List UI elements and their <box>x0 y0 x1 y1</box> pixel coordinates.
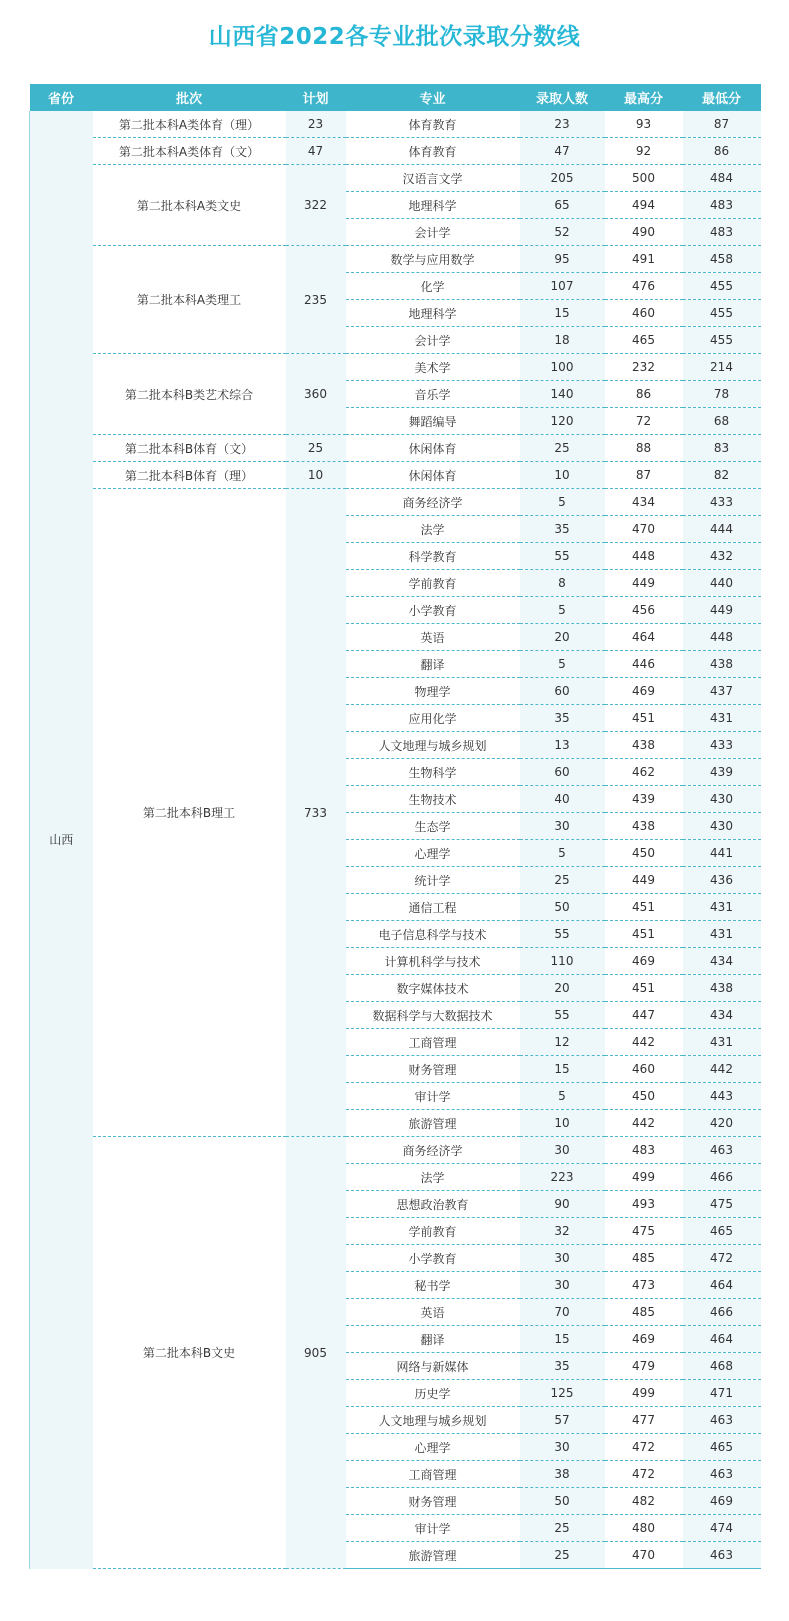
admitted-count-cell: 120 <box>520 408 605 435</box>
lowest-score-cell: 443 <box>683 1083 761 1110</box>
lowest-score-cell: 68 <box>683 408 761 435</box>
admitted-count-cell: 38 <box>520 1461 605 1488</box>
admitted-count-cell: 90 <box>520 1191 605 1218</box>
lowest-score-cell: 431 <box>683 894 761 921</box>
highest-score-cell: 469 <box>605 678 683 705</box>
admitted-count-cell: 25 <box>520 1515 605 1542</box>
major-cell: 小学教育 <box>346 597 520 624</box>
admitted-count-cell: 5 <box>520 1083 605 1110</box>
admitted-count-cell: 40 <box>520 786 605 813</box>
major-cell: 工商管理 <box>346 1461 520 1488</box>
highest-score-cell: 442 <box>605 1029 683 1056</box>
major-cell: 翻译 <box>346 1326 520 1353</box>
major-cell: 生物科学 <box>346 759 520 786</box>
admitted-count-cell: 70 <box>520 1299 605 1326</box>
major-cell: 地理科学 <box>346 300 520 327</box>
lowest-score-cell: 472 <box>683 1245 761 1272</box>
major-cell: 会计学 <box>346 219 520 246</box>
major-cell: 汉语言文学 <box>346 165 520 192</box>
lowest-score-cell: 464 <box>683 1272 761 1299</box>
major-cell: 人文地理与城乡规划 <box>346 732 520 759</box>
major-cell: 网络与新媒体 <box>346 1353 520 1380</box>
batch-cell: 第二批本科A类体育（文） <box>93 138 286 165</box>
table-row <box>30 489 761 516</box>
major-cell: 小学教育 <box>346 1245 520 1272</box>
table-row <box>30 1137 761 1164</box>
admitted-count-cell: 47 <box>520 138 605 165</box>
admitted-count-cell: 20 <box>520 624 605 651</box>
highest-score-cell: 86 <box>605 381 683 408</box>
highest-score-cell: 465 <box>605 327 683 354</box>
admitted-count-cell: 35 <box>520 705 605 732</box>
lowest-score-cell: 214 <box>683 354 761 381</box>
lowest-score-cell: 83 <box>683 435 761 462</box>
admitted-count-cell: 50 <box>520 1488 605 1515</box>
highest-score-cell: 494 <box>605 192 683 219</box>
major-cell: 统计学 <box>346 867 520 894</box>
major-cell: 应用化学 <box>346 705 520 732</box>
admitted-count-cell: 8 <box>520 570 605 597</box>
admitted-count-cell: 30 <box>520 1137 605 1164</box>
highest-score-cell: 451 <box>605 894 683 921</box>
highest-score-cell: 460 <box>605 300 683 327</box>
table-row <box>30 111 761 138</box>
highest-score-cell: 451 <box>605 921 683 948</box>
major-cell: 休闲体育 <box>346 462 520 489</box>
lowest-score-cell: 78 <box>683 381 761 408</box>
admitted-count-cell: 10 <box>520 462 605 489</box>
admitted-count-cell: 223 <box>520 1164 605 1191</box>
highest-score-cell: 446 <box>605 651 683 678</box>
lowest-score-cell: 449 <box>683 597 761 624</box>
highest-score-cell: 439 <box>605 786 683 813</box>
admitted-count-cell: 50 <box>520 894 605 921</box>
admitted-count-cell: 5 <box>520 840 605 867</box>
lowest-score-cell: 432 <box>683 543 761 570</box>
highest-score-cell: 232 <box>605 354 683 381</box>
lowest-score-cell: 465 <box>683 1218 761 1245</box>
major-cell: 舞蹈编导 <box>346 408 520 435</box>
plan-cell: 235 <box>286 246 346 354</box>
admitted-count-cell: 18 <box>520 327 605 354</box>
major-cell: 心理学 <box>346 840 520 867</box>
admitted-count-cell: 95 <box>520 246 605 273</box>
lowest-score-cell: 466 <box>683 1299 761 1326</box>
plan-cell: 322 <box>286 165 346 246</box>
major-cell: 思想政治教育 <box>346 1191 520 1218</box>
major-cell: 财务管理 <box>346 1488 520 1515</box>
admitted-count-cell: 30 <box>520 1272 605 1299</box>
major-cell: 工商管理 <box>346 1029 520 1056</box>
lowest-score-cell: 436 <box>683 867 761 894</box>
major-cell: 生态学 <box>346 813 520 840</box>
table-body <box>30 111 761 1569</box>
batch-cell: 第二批本科B体育（理） <box>93 462 286 489</box>
table-row <box>30 165 761 192</box>
major-cell: 法学 <box>346 516 520 543</box>
lowest-score-cell: 438 <box>683 651 761 678</box>
highest-score-cell: 500 <box>605 165 683 192</box>
lowest-score-cell: 441 <box>683 840 761 867</box>
lowest-score-cell: 455 <box>683 300 761 327</box>
admitted-count-cell: 23 <box>520 111 605 138</box>
lowest-score-cell: 438 <box>683 975 761 1002</box>
plan-cell: 360 <box>286 354 346 435</box>
admitted-count-cell: 5 <box>520 489 605 516</box>
major-cell: 秘书学 <box>346 1272 520 1299</box>
lowest-score-cell: 442 <box>683 1056 761 1083</box>
admitted-count-cell: 107 <box>520 273 605 300</box>
highest-score-cell: 491 <box>605 246 683 273</box>
admitted-count-cell: 205 <box>520 165 605 192</box>
lowest-score-cell: 434 <box>683 1002 761 1029</box>
table-row <box>30 462 761 489</box>
admitted-count-cell: 30 <box>520 1434 605 1461</box>
highest-score-cell: 451 <box>605 975 683 1002</box>
header-major: 专业 <box>346 84 520 111</box>
lowest-score-cell: 464 <box>683 1326 761 1353</box>
page-title: 山西省2022各专业批次录取分数线 <box>208 24 581 50</box>
highest-score-cell: 476 <box>605 273 683 300</box>
highest-score-cell: 434 <box>605 489 683 516</box>
table-row <box>30 246 761 273</box>
admitted-count-cell: 5 <box>520 651 605 678</box>
highest-score-cell: 464 <box>605 624 683 651</box>
lowest-score-cell: 87 <box>683 111 761 138</box>
admitted-count-cell: 55 <box>520 1002 605 1029</box>
highest-score-cell: 469 <box>605 948 683 975</box>
highest-score-cell: 469 <box>605 1326 683 1353</box>
major-cell: 科学教育 <box>346 543 520 570</box>
admitted-count-cell: 5 <box>520 597 605 624</box>
admitted-count-cell: 140 <box>520 381 605 408</box>
highest-score-cell: 451 <box>605 705 683 732</box>
highest-score-cell: 490 <box>605 219 683 246</box>
header-plan: 计划 <box>286 84 346 111</box>
lowest-score-cell: 437 <box>683 678 761 705</box>
major-cell: 财务管理 <box>346 1056 520 1083</box>
major-cell: 计算机科学与技术 <box>346 948 520 975</box>
admitted-count-cell: 125 <box>520 1380 605 1407</box>
admitted-count-cell: 15 <box>520 300 605 327</box>
highest-score-cell: 448 <box>605 543 683 570</box>
lowest-score-cell: 431 <box>683 921 761 948</box>
admitted-count-cell: 30 <box>520 1245 605 1272</box>
lowest-score-cell: 439 <box>683 759 761 786</box>
highest-score-cell: 88 <box>605 435 683 462</box>
lowest-score-cell: 434 <box>683 948 761 975</box>
admitted-count-cell: 30 <box>520 813 605 840</box>
major-cell: 旅游管理 <box>346 1110 520 1137</box>
admitted-count-cell: 15 <box>520 1056 605 1083</box>
highest-score-cell: 499 <box>605 1164 683 1191</box>
batch-cell: 第二批本科A类理工 <box>93 246 286 354</box>
highest-score-cell: 438 <box>605 813 683 840</box>
admitted-count-cell: 65 <box>520 192 605 219</box>
highest-score-cell: 442 <box>605 1110 683 1137</box>
lowest-score-cell: 455 <box>683 273 761 300</box>
admitted-count-cell: 20 <box>520 975 605 1002</box>
major-cell: 审计学 <box>346 1515 520 1542</box>
highest-score-cell: 72 <box>605 408 683 435</box>
admitted-count-cell: 55 <box>520 543 605 570</box>
admitted-count-cell: 25 <box>520 867 605 894</box>
lowest-score-cell: 463 <box>683 1461 761 1488</box>
province-cell: 山西 <box>30 111 93 1569</box>
highest-score-cell: 499 <box>605 1380 683 1407</box>
lowest-score-cell: 468 <box>683 1353 761 1380</box>
major-cell: 电子信息科学与技术 <box>346 921 520 948</box>
header-lowest-score: 最低分 <box>683 84 761 111</box>
highest-score-cell: 470 <box>605 516 683 543</box>
header-admitted-count: 录取人数 <box>520 84 605 111</box>
admitted-count-cell: 60 <box>520 759 605 786</box>
lowest-score-cell: 458 <box>683 246 761 273</box>
admitted-count-cell: 10 <box>520 1110 605 1137</box>
admitted-count-cell: 35 <box>520 1353 605 1380</box>
highest-score-cell: 479 <box>605 1353 683 1380</box>
lowest-score-cell: 471 <box>683 1380 761 1407</box>
highest-score-cell: 92 <box>605 138 683 165</box>
batch-cell: 第二批本科B文史 <box>93 1137 286 1569</box>
lowest-score-cell: 431 <box>683 1029 761 1056</box>
admitted-count-cell: 57 <box>520 1407 605 1434</box>
lowest-score-cell: 420 <box>683 1110 761 1137</box>
plan-cell: 47 <box>286 138 346 165</box>
major-cell: 英语 <box>346 1299 520 1326</box>
major-cell: 化学 <box>346 273 520 300</box>
highest-score-cell: 472 <box>605 1461 683 1488</box>
highest-score-cell: 482 <box>605 1488 683 1515</box>
major-cell: 会计学 <box>346 327 520 354</box>
lowest-score-cell: 483 <box>683 219 761 246</box>
highest-score-cell: 473 <box>605 1272 683 1299</box>
lowest-score-cell: 475 <box>683 1191 761 1218</box>
plan-cell: 25 <box>286 435 346 462</box>
header-row <box>30 84 761 111</box>
lowest-score-cell: 463 <box>683 1542 761 1569</box>
plan-cell: 733 <box>286 489 346 1137</box>
highest-score-cell: 450 <box>605 1083 683 1110</box>
admitted-count-cell: 60 <box>520 678 605 705</box>
batch-cell: 第二批本科B理工 <box>93 489 286 1137</box>
highest-score-cell: 480 <box>605 1515 683 1542</box>
highest-score-cell: 449 <box>605 867 683 894</box>
highest-score-cell: 483 <box>605 1137 683 1164</box>
lowest-score-cell: 430 <box>683 813 761 840</box>
highest-score-cell: 477 <box>605 1407 683 1434</box>
lowest-score-cell: 444 <box>683 516 761 543</box>
lowest-score-cell: 466 <box>683 1164 761 1191</box>
major-cell: 心理学 <box>346 1434 520 1461</box>
major-cell: 物理学 <box>346 678 520 705</box>
major-cell: 通信工程 <box>346 894 520 921</box>
major-cell: 学前教育 <box>346 1218 520 1245</box>
major-cell: 美术学 <box>346 354 520 381</box>
highest-score-cell: 449 <box>605 570 683 597</box>
lowest-score-cell: 433 <box>683 732 761 759</box>
highest-score-cell: 450 <box>605 840 683 867</box>
admitted-count-cell: 32 <box>520 1218 605 1245</box>
lowest-score-cell: 465 <box>683 1434 761 1461</box>
lowest-score-cell: 431 <box>683 705 761 732</box>
batch-cell: 第二批本科A类体育（理） <box>93 111 286 138</box>
major-cell: 法学 <box>346 1164 520 1191</box>
admitted-count-cell: 13 <box>520 732 605 759</box>
highest-score-cell: 472 <box>605 1434 683 1461</box>
highest-score-cell: 493 <box>605 1191 683 1218</box>
highest-score-cell: 93 <box>605 111 683 138</box>
admission-score-table <box>29 84 761 1569</box>
admitted-count-cell: 100 <box>520 354 605 381</box>
plan-cell: 905 <box>286 1137 346 1569</box>
admitted-count-cell: 25 <box>520 435 605 462</box>
major-cell: 数字媒体技术 <box>346 975 520 1002</box>
batch-cell: 第二批本科B类艺术综合 <box>93 354 286 435</box>
major-cell: 英语 <box>346 624 520 651</box>
admitted-count-cell: 52 <box>520 219 605 246</box>
lowest-score-cell: 469 <box>683 1488 761 1515</box>
admitted-count-cell: 35 <box>520 516 605 543</box>
header-batch: 批次 <box>93 84 286 111</box>
major-cell: 数学与应用数学 <box>346 246 520 273</box>
table-row <box>30 435 761 462</box>
admitted-count-cell: 55 <box>520 921 605 948</box>
header-province: 省份 <box>30 84 93 111</box>
major-cell: 休闲体育 <box>346 435 520 462</box>
major-cell: 历史学 <box>346 1380 520 1407</box>
major-cell: 音乐学 <box>346 381 520 408</box>
lowest-score-cell: 474 <box>683 1515 761 1542</box>
plan-cell: 23 <box>286 111 346 138</box>
major-cell: 数据科学与大数据技术 <box>346 1002 520 1029</box>
highest-score-cell: 470 <box>605 1542 683 1569</box>
highest-score-cell: 456 <box>605 597 683 624</box>
lowest-score-cell: 430 <box>683 786 761 813</box>
highest-score-cell: 87 <box>605 462 683 489</box>
highest-score-cell: 485 <box>605 1245 683 1272</box>
batch-cell: 第二批本科A类文史 <box>93 165 286 246</box>
table-row <box>30 354 761 381</box>
plan-cell: 10 <box>286 462 346 489</box>
lowest-score-cell: 448 <box>683 624 761 651</box>
major-cell: 学前教育 <box>346 570 520 597</box>
table-row <box>30 138 761 165</box>
major-cell: 人文地理与城乡规划 <box>346 1407 520 1434</box>
highest-score-cell: 460 <box>605 1056 683 1083</box>
admitted-count-cell: 12 <box>520 1029 605 1056</box>
lowest-score-cell: 463 <box>683 1407 761 1434</box>
highest-score-cell: 447 <box>605 1002 683 1029</box>
admitted-count-cell: 25 <box>520 1542 605 1569</box>
major-cell: 生物技术 <box>346 786 520 813</box>
lowest-score-cell: 86 <box>683 138 761 165</box>
highest-score-cell: 438 <box>605 732 683 759</box>
major-cell: 体育教育 <box>346 138 520 165</box>
highest-score-cell: 475 <box>605 1218 683 1245</box>
major-cell: 商务经济学 <box>346 1137 520 1164</box>
major-cell: 旅游管理 <box>346 1542 520 1569</box>
lowest-score-cell: 440 <box>683 570 761 597</box>
highest-score-cell: 462 <box>605 759 683 786</box>
highest-score-cell: 485 <box>605 1299 683 1326</box>
header-highest-score: 最高分 <box>605 84 683 111</box>
lowest-score-cell: 433 <box>683 489 761 516</box>
admitted-count-cell: 110 <box>520 948 605 975</box>
lowest-score-cell: 455 <box>683 327 761 354</box>
major-cell: 地理科学 <box>346 192 520 219</box>
major-cell: 体育教育 <box>346 111 520 138</box>
lowest-score-cell: 484 <box>683 165 761 192</box>
lowest-score-cell: 82 <box>683 462 761 489</box>
admitted-count-cell: 15 <box>520 1326 605 1353</box>
batch-cell: 第二批本科B体育（文） <box>93 435 286 462</box>
major-cell: 翻译 <box>346 651 520 678</box>
lowest-score-cell: 463 <box>683 1137 761 1164</box>
major-cell: 审计学 <box>346 1083 520 1110</box>
major-cell: 商务经济学 <box>346 489 520 516</box>
lowest-score-cell: 483 <box>683 192 761 219</box>
